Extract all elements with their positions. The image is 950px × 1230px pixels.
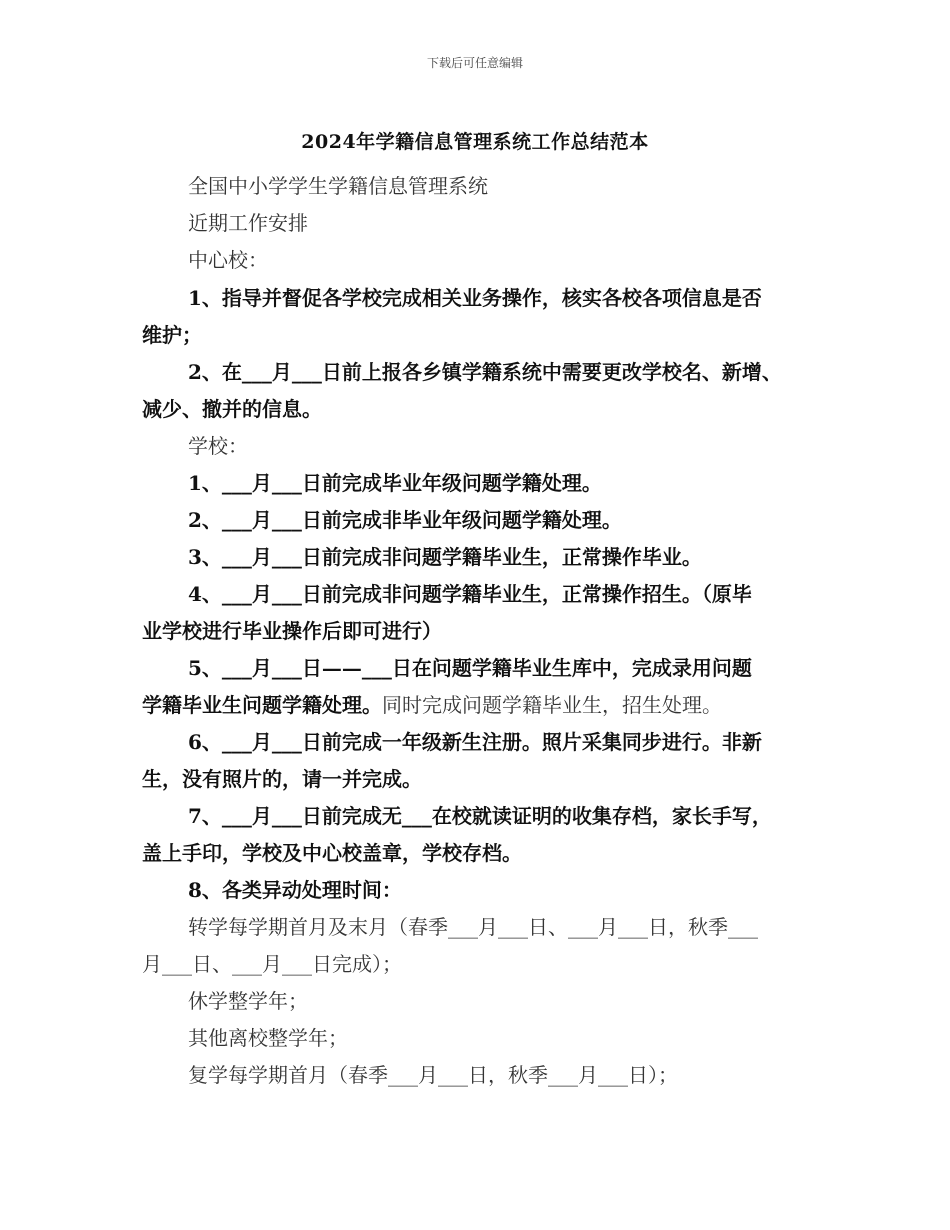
school-item-5: 5、___月___日——___日在问题学籍毕业生库中，完成录用问题: [188, 656, 752, 680]
central-item-1-cont: 维护；: [142, 323, 202, 347]
transfer-line-cont: 月___日、___月___日完成）；: [142, 952, 402, 976]
school-item-7-cont: 盖上手印，学校及中心校盖章，学校存档。: [142, 841, 522, 865]
school-item-4-cont: 业学校进行毕业操作后即可进行）: [142, 619, 442, 643]
suspension-line: 休学整学年；: [188, 989, 308, 1013]
school-item-5-normal-part: 同时完成问题学籍毕业生，招生处理。: [382, 693, 722, 717]
intro-line-1: 全国中小学学生学籍信息管理系统: [188, 174, 488, 198]
document-title: 2024年学籍信息管理系统工作总结范本: [301, 131, 649, 153]
section-school: 学校：: [188, 434, 248, 458]
school-item-4: 4、___月___日前完成非问题学籍毕业生，正常操作招生。（原毕: [188, 582, 752, 606]
central-item-1: 1、指导并督促各学校完成相关业务操作，核实各校各项信息是否: [188, 286, 762, 310]
school-item-6: 6、___月___日前完成一年级新生注册。照片采集同步进行。非新: [188, 730, 762, 754]
school-item-1: 1、___月___日前完成毕业年级问题学籍处理。: [188, 471, 602, 495]
transfer-line: 转学每学期首月及末月（春季___月___日、___月___日，秋季___: [188, 915, 758, 939]
school-item-8: 8、各类异动处理时间：: [188, 878, 402, 902]
school-item-7: 7、___月___日前完成无___在校就读证明的收集存档，家长手写，: [188, 804, 772, 828]
school-item-5-bold-part: 学籍毕业生问题学籍处理。: [142, 693, 382, 717]
school-item-5-cont: [142, 691, 822, 719]
other-leave-line: 其他离校整学年；: [188, 1026, 348, 1050]
resume-line: 复学每学期首月（春季___月___日，秋季___月___日）；: [188, 1063, 678, 1087]
central-item-2: 2、在___月___日前上报各乡镇学籍系统中需要更改学校名、新增、: [188, 360, 782, 384]
school-item-2: 2、___月___日前完成非毕业年级问题学籍处理。: [188, 508, 622, 532]
intro-line-2: 近期工作安排: [188, 211, 308, 235]
school-item-3: 3、___月___日前完成非问题学籍毕业生，正常操作毕业。: [188, 545, 702, 569]
central-item-2-cont: 减少、撤并的信息。: [142, 397, 322, 421]
section-central-school: 中心校：: [188, 248, 268, 272]
page-header: 下载后可任意编辑: [426, 56, 523, 70]
school-item-6-cont: 生，没有照片的，请一并完成。: [142, 767, 422, 791]
